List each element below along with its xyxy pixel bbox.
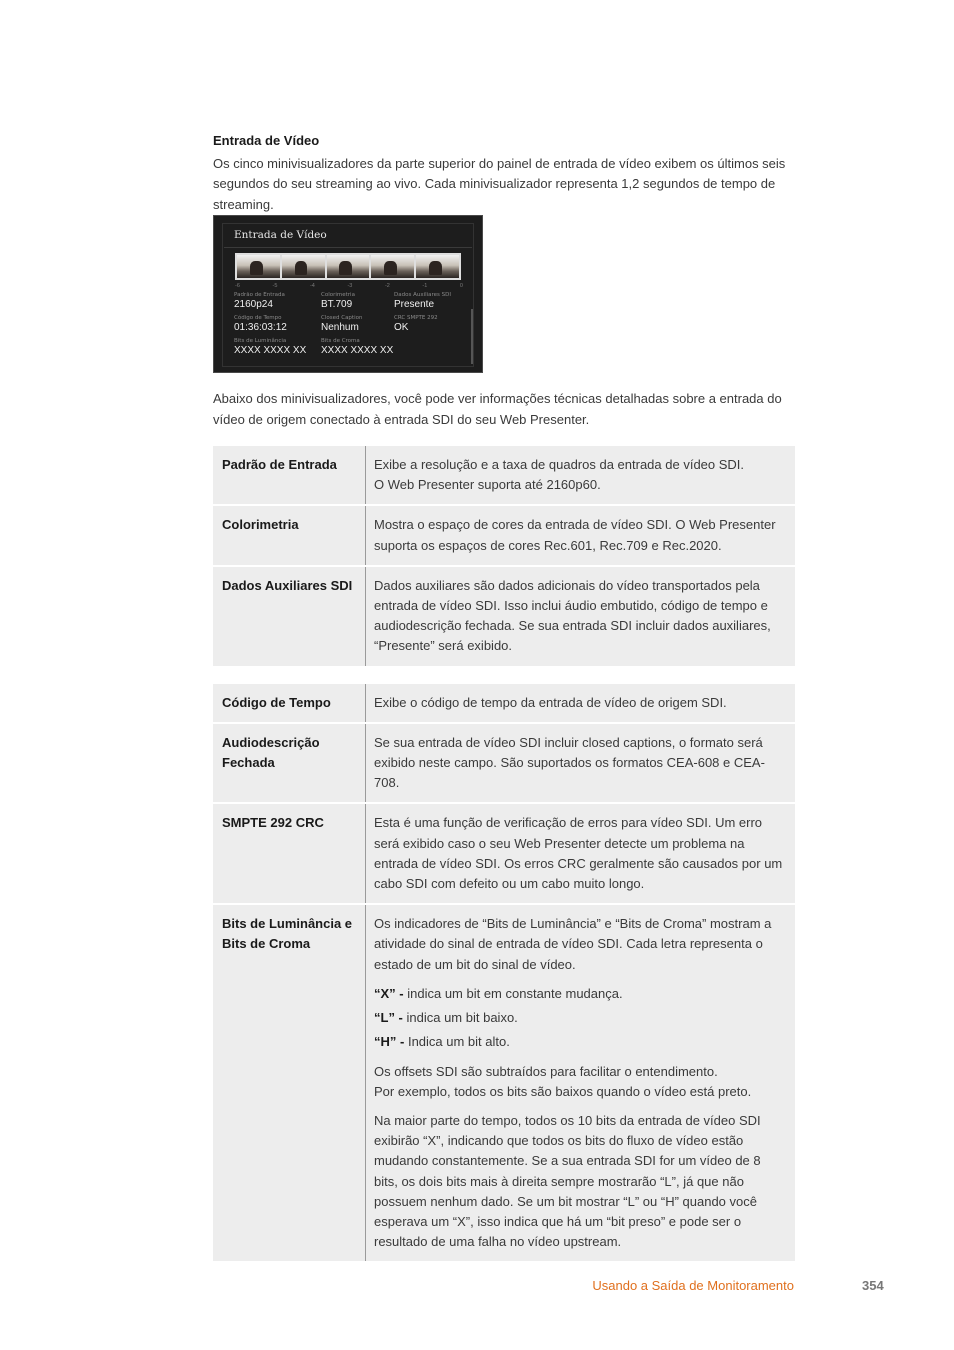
- field-crc: [394, 315, 438, 334]
- row-line: O Web Presenter suporta até 2160p60.: [374, 477, 601, 493]
- field-label: CRC SMPTE 292: [394, 315, 438, 322]
- mini-viewers: [235, 253, 461, 280]
- row-key: Colorimetria: [213, 505, 366, 565]
- field-value: XXXX XXXX XX: [234, 345, 307, 357]
- row-value: Esta é uma função de verificação de erros para vídeo SDI. Um erro será exibido caso o seu Web Presenter detecte um problema na entrada de vídeo SDI. Os erros CRC geralmente são causados por um cabo SDI com defeito ou um cabo muito longo.: [366, 803, 796, 904]
- row-key: Bits de Luminância e Bits de Croma: [213, 904, 366, 1261]
- bits-description: Os indicadores de “Bits de Luminância” e “Bits de Croma” mostram a atividade do sinal de entrada de vídeo SDI. Cada letra representa o estado de um bit do sinal de vídeo.: [374, 916, 772, 972]
- field-luma-bits: [234, 338, 306, 357]
- section-heading: Entrada de Vídeo: [213, 133, 320, 148]
- offsets-line: Os offsets SDI são subtraídos para facilitar o entendimento.: [374, 1063, 718, 1079]
- field-label: Dados Auxiliares SDI: [394, 292, 452, 299]
- offsets-paragraph: [374, 1062, 786, 1102]
- tick-label: -6: [235, 283, 240, 290]
- field-label: Closed Caption: [321, 315, 363, 322]
- table-row: [213, 505, 795, 565]
- row-line: Exibe a resolução e a taxa de quadros da entrada de vídeo SDI.: [374, 457, 745, 473]
- field-label: Padrão de Entrada: [234, 292, 285, 299]
- mini-viewer: [282, 255, 325, 278]
- legend-text: Indica um bit alto.: [404, 1034, 510, 1050]
- field-colorimetry: [321, 292, 355, 311]
- row-value: Mostra o espaço de cores da entrada de vídeo SDI. O Web Presenter suporta os espaços de cores Rec.601, Rec.709 e Rec.2020.: [366, 505, 796, 565]
- spec-table-2: [213, 684, 795, 1262]
- field-chroma-bits: [321, 338, 393, 357]
- page-number: 354: [862, 1278, 884, 1293]
- field-label: Bits de Croma: [321, 338, 360, 345]
- table-row: [213, 904, 795, 1261]
- field-label: Colorimetria: [321, 292, 355, 299]
- panel-title: Entrada de Vídeo: [234, 229, 327, 242]
- tick-label: -1: [422, 283, 428, 290]
- row-key: SMPTE 292 CRC: [213, 803, 366, 904]
- field-timecode: [234, 315, 287, 334]
- row-value: [366, 446, 796, 505]
- tick-label: -4: [309, 283, 315, 290]
- table-spacer: [213, 666, 795, 684]
- intro-paragraph: Os cinco minivisualizadores da parte superior do painel de entrada de vídeo exibem os últimos seis segundos do seu streaming ao vivo. Cada minivisualizador representa 1,2 segundos de tempo de streaming.: [213, 156, 786, 212]
- mini-viewer: [416, 255, 459, 278]
- tick-label: -5: [272, 283, 278, 290]
- mini-viewer: [327, 255, 370, 278]
- row-value: Exibe o código de tempo da entrada de vídeo de origem SDI.: [374, 694, 727, 710]
- spec-table-1: [213, 446, 795, 666]
- footer-section-title: Usando a Saída de Monitoramento: [592, 1278, 794, 1293]
- panel-frame: [222, 223, 474, 367]
- field-value: BT.709: [321, 299, 353, 311]
- tick-label: 0: [459, 283, 463, 290]
- legend-x: [374, 984, 786, 1004]
- table-row: [213, 723, 795, 804]
- field-sdi-ancillary: [394, 292, 451, 311]
- video-input-panel-screenshot: [213, 215, 483, 373]
- legend-key: “L” -: [374, 1010, 403, 1026]
- timeline-ticks: [235, 283, 463, 289]
- table-row: [213, 803, 795, 904]
- row-key: Audiodescrição Fechada: [213, 723, 366, 804]
- field-value: Presente: [394, 299, 435, 311]
- table-row: [213, 684, 795, 723]
- bit-legend: [374, 984, 786, 1053]
- legend-key: “X” -: [374, 985, 404, 1001]
- row-value: Se sua entrada de vídeo SDI incluir closed captions, o formato será exibido neste campo. São suportados os formatos CEA-608 e CEA-708.: [366, 723, 796, 804]
- tick-label: -3: [347, 283, 353, 290]
- row-value: Dados auxiliares são dados adicionais do vídeo transportados pela entrada de vídeo SDI. Isso inclui áudio embutido, código de tempo e audiodescrição fechada. Se sua entrada SDI incluir dados auxiliares, “Presente” será exibido.: [366, 566, 796, 666]
- field-value: 2160p24: [234, 299, 273, 311]
- panel-divider: [224, 247, 472, 248]
- legend-h: [374, 1032, 786, 1052]
- mini-viewer: [371, 255, 414, 278]
- field-value: Nenhum: [321, 322, 359, 334]
- field-value: 01:36:03:12: [234, 322, 287, 334]
- legend-key: “H” -: [374, 1034, 405, 1050]
- page-content: [213, 133, 795, 1261]
- legend-l: [374, 1008, 786, 1028]
- field-input-standard: [234, 292, 285, 311]
- field-label: Código de Tempo: [234, 315, 282, 322]
- row-key: Dados Auxiliares SDI: [213, 566, 366, 666]
- table-row: [213, 446, 795, 505]
- legend-text: indica um bit baixo.: [402, 1010, 518, 1026]
- table-row: [213, 566, 795, 666]
- row-key: Padrão de Entrada: [213, 446, 366, 505]
- details-paragraph: Abaixo dos minivisualizadores, você pode ver informações técnicas detalhadas sobre a entrada do vídeo de origem conectado à entrada SDI do seu Web Presenter.: [213, 391, 782, 427]
- field-value: XXXX XXXX XX: [321, 345, 394, 357]
- row-key: Código de Tempo: [213, 684, 366, 723]
- panel-scrollbar: [471, 309, 473, 364]
- offsets-line: Por exemplo, todos os bits são baixos quando o vídeo está preto.: [374, 1083, 752, 1099]
- legend-text: indica um bit em constante mudança.: [403, 985, 623, 1001]
- field-value: OK: [394, 322, 409, 334]
- mini-viewer: [237, 255, 280, 278]
- field-label: Bits de Luminância: [234, 338, 287, 345]
- tick-label: -2: [384, 283, 390, 290]
- field-closed-caption: [321, 315, 362, 334]
- stuck-bit-paragraph: Na maior parte do tempo, todos os 10 bits da entrada de vídeo SDI exibirão “X”, indicando que todos os bits do fluxo de vídeo estão mudando constantemente. Se a sua entrada SDI for um vídeo de 8 bits, os dois bits mais à direita sempre mostrarão “L”, já que não possuem nenhum dado. Se um bit mostrar “L” ou “H” quando você esperava um “X”, isso indica que há um “bit preso” e pode ser o resultado de uma falha no vídeo upstream.: [374, 1112, 761, 1250]
- row-value: [366, 904, 796, 1261]
